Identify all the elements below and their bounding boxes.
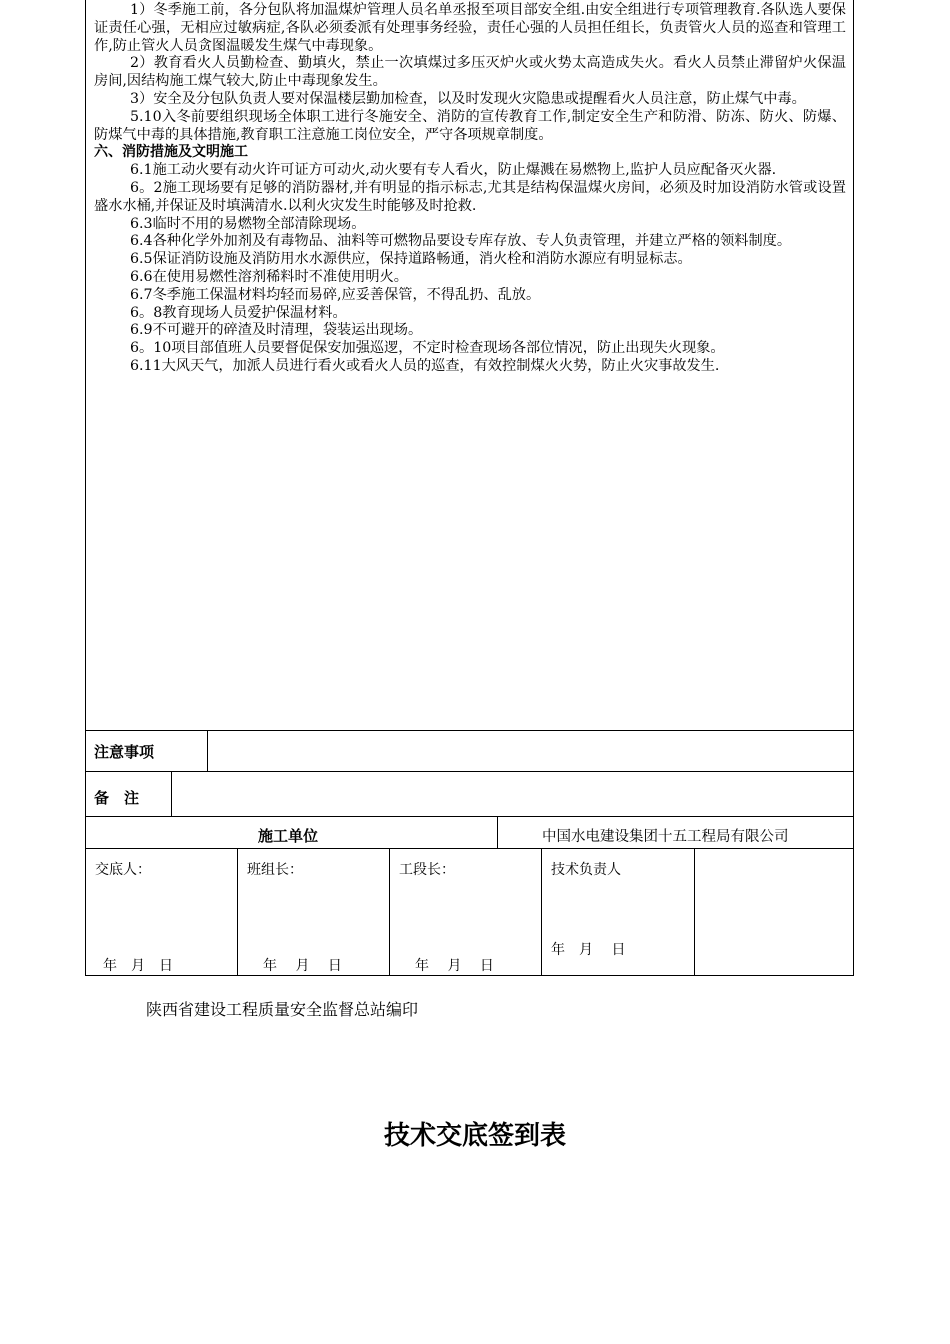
cell-divider xyxy=(207,730,208,771)
body-paragraph: 6.6在使用易燃性溶剂稀料时不准使用明火。 xyxy=(130,268,408,285)
body-paragraph: 6。10项目部值班人员要督促保安加强巡逻，不定时检查现场各部位情况，防止出现失火现象。 xyxy=(130,340,725,357)
body-paragraph: 6.7冬季施工保温材料均轻而易碎,应妥善保管，不得乱扔、乱放。 xyxy=(130,286,541,303)
unit-label: 施工单位 xyxy=(258,827,319,845)
next-section-title: 技术交底签到表 xyxy=(383,1121,566,1151)
section-heading: 六、消防措施及文明施工 xyxy=(94,144,248,161)
signer-label-discloser: 交底人： xyxy=(95,862,151,878)
remarks-label: 备 注 xyxy=(94,789,140,807)
signer-date-discloser: 年 月 日 xyxy=(103,958,173,974)
cell-divider xyxy=(541,848,542,976)
signer-date-tech-lead: 年 月 日 xyxy=(551,942,626,958)
body-paragraph: 6.11大风天气，加派人员进行看火或看火人员的巡查，有效控制煤火火势，防止火灾事故发生. xyxy=(130,357,720,374)
publisher-note: 陕西省建设工程质量安全监督总站编印 xyxy=(146,1000,419,1019)
row-divider xyxy=(85,816,854,817)
cell-divider xyxy=(171,771,172,816)
signer-label-team-leader: 班组长： xyxy=(247,862,303,878)
body-paragraph: 5.10入冬前要组织现场全体职工进行冬施安全、消防的宣传教育工作,制定安全生产和防滑、防冻、防火、防爆、防煤气中毒的具体措施,教育职工注意施工岗位安全，严守各项规章制度。 xyxy=(94,108,846,143)
cell-divider xyxy=(389,848,390,976)
row-divider xyxy=(85,730,854,731)
body-paragraph: 6。8教育现场人员爱护保温材料。 xyxy=(130,304,347,321)
cell-divider xyxy=(237,848,238,976)
notes-label: 注意事项 xyxy=(94,743,155,761)
body-paragraph: 6.4各种化学外加剂及有毒物品、油料等可燃物品要设专库存放、专人负责管理，并建立严格的领料制度。 xyxy=(130,233,792,250)
body-paragraph: 2）教育看火人员勤检查、勤填火，禁止一次填煤过多压灭炉火或火势太高造成失火。看火人员禁止滞留炉火保温房间,因结构施工煤气较大,防止中毒现象发生。 xyxy=(94,55,846,90)
signer-date-section-chief: 年 月 日 xyxy=(415,958,494,974)
body-paragraph: 6.5保证消防设施及消防用水水源供应，保持道路畅通，消火栓和消防水源应有明显标志。 xyxy=(130,251,692,268)
row-divider xyxy=(85,771,854,772)
body-paragraph: 6.9不可避开的碎渣及时清理，袋装运出现场。 xyxy=(130,322,423,339)
body-paragraph: 3）安全及分包队负责人要对保温楼层勤加检查，以及时发现火灾隐患或提醒看火人员注意，防止煤气中毒。 xyxy=(130,90,806,107)
body-paragraph: 6.3临时不用的易燃物全部清除现场。 xyxy=(130,215,366,232)
body-paragraph: 6.1施工动火要有动火许可证方可动火,动火要有专人看火，防止爆溅在易燃物上,监护人员应配备灭火器. xyxy=(130,162,777,179)
body-paragraph: 6。2施工现场要有足够的消防器材,并有明显的指示标志,尤其是结构保温煤火房间，必须及时加设消防水管或设置盛水水桶,并保证及时填满清水.以利火灾发生时能够及时抢救. xyxy=(94,179,846,214)
cell-divider xyxy=(694,848,695,976)
signer-date-team-leader: 年 月 日 xyxy=(263,958,342,974)
row-divider xyxy=(85,848,854,849)
signer-label-section-chief: 工段长： xyxy=(399,862,455,878)
body-paragraph: 1）冬季施工前，各分包队将加温煤炉管理人员名单丞报至项目部安全组.由安全组进行专项管理教育.各队选人要保证责任心强，无相应过敏病症,各队必须委派有处理事务经验，责任心强的人员担任组长，负责管火人员的巡查和管理工作,防止管火人员贪图温暖发生煤气中毒现象。 xyxy=(94,2,846,54)
body-text xyxy=(94,2,846,376)
signer-label-tech-lead: 技术负责人 xyxy=(551,862,621,878)
cell-divider xyxy=(497,816,498,848)
unit-value: 中国水电建设集团十五工程局有限公司 xyxy=(542,829,789,845)
